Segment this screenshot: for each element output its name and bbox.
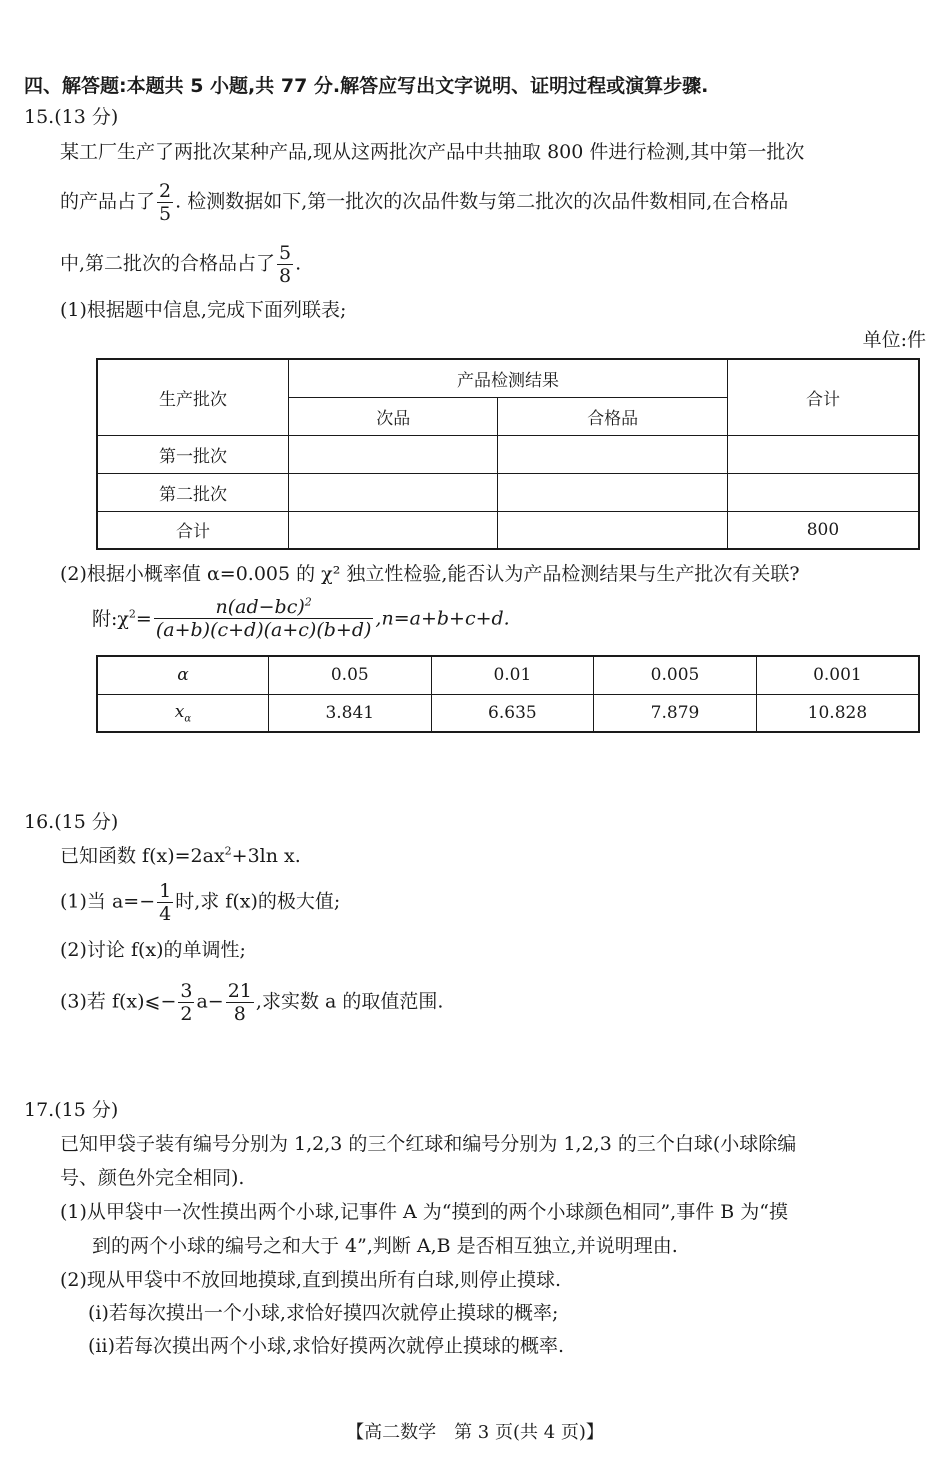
- alpha-label: α: [97, 656, 268, 694]
- grand-total-cell: 800: [727, 511, 919, 549]
- header-batch: 生产批次: [97, 359, 289, 435]
- formula-fraction: [154, 596, 374, 641]
- fraction-num: 1: [159, 880, 172, 902]
- fraction: [277, 242, 293, 287]
- q16-line1: [60, 842, 301, 870]
- q17-part2-i: (ⅰ)若每次摸出一个小球,求恰好摸四次就停止摸球的概率;: [88, 1302, 559, 1324]
- q15-line2-post: . 检测数据如下,第一批次的次品件数与第二批次的次品件数相同,在合格品: [175, 190, 789, 213]
- row-label-total: 合计: [97, 511, 289, 549]
- fraction-den: 2: [180, 1003, 193, 1025]
- header-qualified: 合格品: [498, 397, 727, 435]
- empty-cell: [727, 435, 919, 473]
- q15-number: 15.(13 分): [24, 106, 119, 128]
- q17-part1a: (1)从甲袋中一次性摸出两个小球,记事件 A 为“摸到的两个小球颜色相同”,事件 B 为“摸: [60, 1201, 788, 1223]
- critical-value: 6.635: [431, 694, 594, 732]
- q15-line2-pre: 的产品占了: [60, 190, 156, 213]
- formula-denominator: (a+b)(c+d)(a+c)(b+d): [155, 619, 372, 641]
- formula-numerator: [154, 596, 374, 619]
- formula-eq: =: [135, 607, 152, 630]
- header-defect: 次品: [289, 397, 498, 435]
- q15-line1: 某工厂生产了两批次某种产品,现从这两批次产品中共抽取 800 件进行检测,其中第一批次: [60, 141, 805, 163]
- q15-part2: (2)根据小概率值 α=0.005 的 χ² 独立性检验,能否认为产品检测结果与生产批次有关联?: [60, 563, 800, 585]
- formula-label: [92, 608, 152, 630]
- q15-part1: (1)根据题中信息,完成下面列联表;: [60, 299, 347, 321]
- fraction-num: 21: [227, 980, 252, 1002]
- q16-p1-pre: (1)当 a=−: [60, 890, 156, 913]
- alpha-value: 0.05: [268, 656, 431, 694]
- contingency-table: [96, 358, 920, 550]
- page-footer: 【高二数学 第 3 页(共 4 页)】: [346, 1422, 604, 1443]
- fraction: [157, 880, 173, 925]
- q16-p3-pre: (3)若 f(x)⩽−: [60, 990, 177, 1013]
- x-alpha-label: [97, 694, 268, 732]
- alpha-value: 0.005: [594, 656, 757, 694]
- critical-value-table: [96, 655, 920, 733]
- critical-value: 3.841: [268, 694, 431, 732]
- formula-num-sup: 2: [304, 595, 312, 609]
- x-sub: α: [184, 712, 192, 724]
- chi-square-formula: [92, 596, 510, 641]
- q15-line3-post: .: [295, 252, 302, 275]
- fraction-den: 4: [159, 903, 172, 925]
- q16-func-post: +3ln x.: [231, 845, 301, 867]
- x-label: x: [174, 701, 185, 722]
- q16-number: 16.(15 分): [24, 811, 119, 833]
- q16-p3-post: ,求实数 a 的取值范围.: [255, 990, 444, 1013]
- q15-line2: [60, 180, 788, 225]
- row-label-batch2: 第二批次: [97, 473, 289, 511]
- fraction-num: 5: [279, 242, 292, 264]
- q15-line3: [60, 242, 301, 287]
- fraction-den: 5: [159, 203, 172, 225]
- formula-sup: 2: [128, 607, 136, 621]
- q17-part2-ii: (ⅱ)若每次摸出两个小球,求恰好摸两次就停止摸球的概率.: [88, 1335, 565, 1357]
- empty-cell: [498, 435, 727, 473]
- q16-func-sup: 2: [224, 844, 232, 858]
- formula-tail: ,n=a+b+c+d.: [375, 607, 510, 630]
- empty-cell: [289, 473, 498, 511]
- q16-p1-post: 时,求 f(x)的极大值;: [175, 890, 341, 913]
- empty-cell: [498, 473, 727, 511]
- q16-part3: [60, 980, 443, 1025]
- fraction: [178, 980, 194, 1025]
- section-title: 四、解答题:本题共 5 小题,共 77 分.解答应写出文字说明、证明过程或演算步骤.: [24, 75, 709, 97]
- alpha-value: 0.001: [756, 656, 919, 694]
- fraction-num: 2: [159, 180, 172, 202]
- q17-number: 17.(15 分): [24, 1099, 119, 1121]
- q17-line2: 号、颜色外完全相同).: [60, 1167, 245, 1189]
- critical-value: 7.879: [594, 694, 757, 732]
- q17-part1b: 到的两个小球的编号之和大于 4”,判断 A,B 是否相互独立,并说明理由.: [92, 1235, 678, 1257]
- empty-cell: [498, 511, 727, 549]
- header-total: 合计: [727, 359, 919, 435]
- row-label-batch1: 第一批次: [97, 435, 289, 473]
- q16-p3-mid: a−: [196, 990, 224, 1013]
- unit-label: 单位:件: [862, 329, 926, 351]
- fraction-den: 8: [233, 1003, 246, 1025]
- formula-num-text: n(ad−bc): [215, 596, 305, 618]
- alpha-value: 0.01: [431, 656, 594, 694]
- empty-cell: [289, 435, 498, 473]
- fraction: [157, 180, 173, 225]
- fraction: [226, 980, 254, 1025]
- fraction-den: 8: [279, 265, 292, 287]
- empty-cell: [727, 473, 919, 511]
- empty-cell: [289, 511, 498, 549]
- formula-label-text: 附:χ: [92, 607, 129, 630]
- critical-value: 10.828: [756, 694, 919, 732]
- q17-line1: 已知甲袋子装有编号分别为 1,2,3 的三个红球和编号分别为 1,2,3 的三个白球(小球除编: [60, 1133, 797, 1155]
- q16-part1: [60, 880, 340, 925]
- q16-func: 已知函数 f(x)=2ax: [60, 845, 225, 867]
- q16-part2: (2)讨论 f(x)的单调性;: [60, 939, 246, 961]
- q15-line3-pre: 中,第二批次的合格品占了: [60, 252, 276, 275]
- header-result: 产品检测结果: [289, 359, 728, 397]
- q17-part2: (2)现从甲袋中不放回地摸球,直到摸出所有白球,则停止摸球.: [60, 1269, 562, 1291]
- fraction-num: 3: [180, 980, 193, 1002]
